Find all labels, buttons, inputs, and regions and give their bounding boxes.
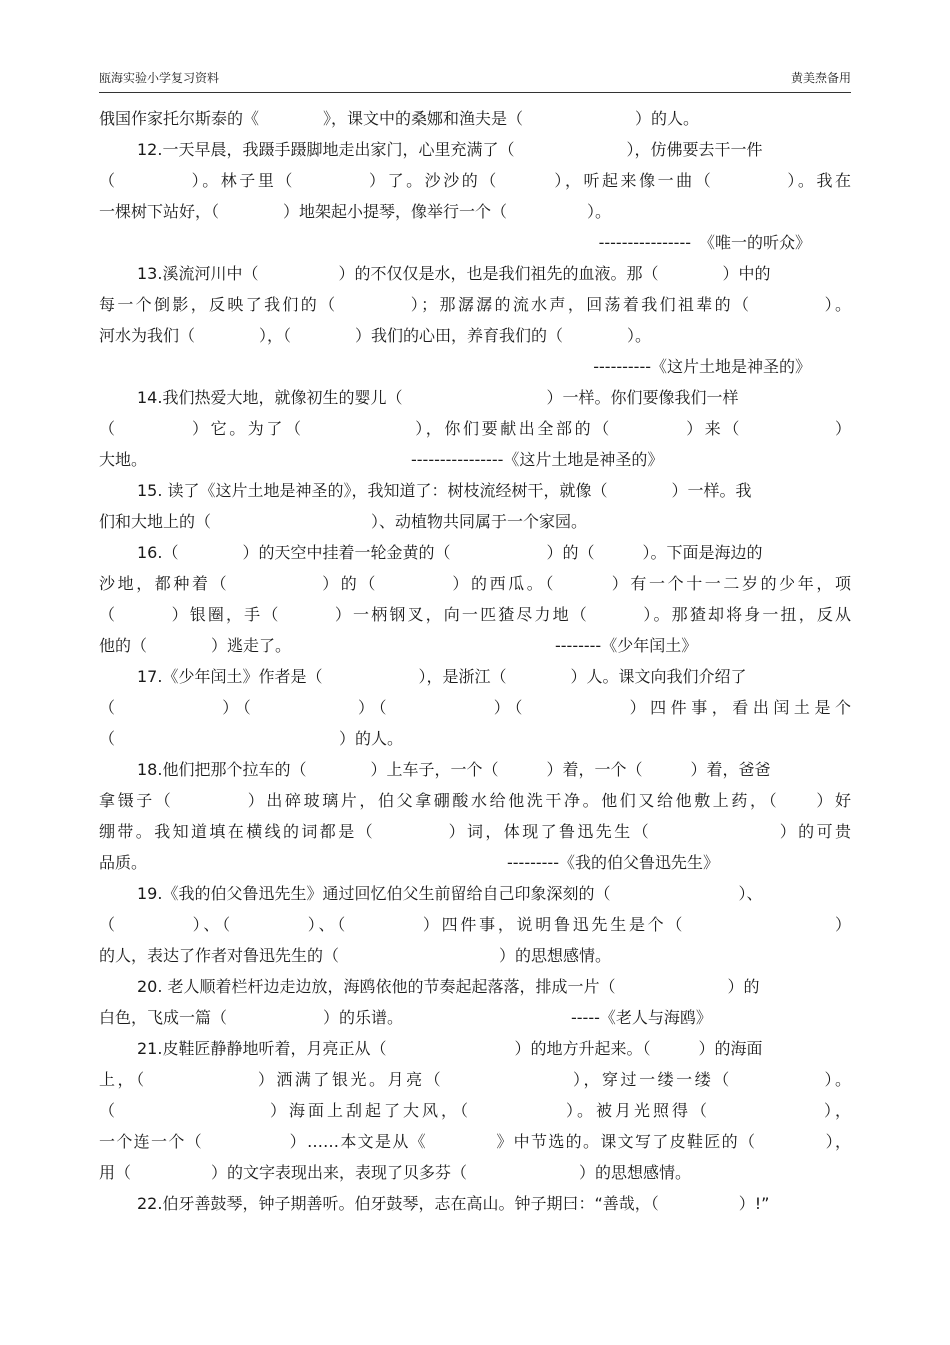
text-line: 河水为我们（ ），（ ）我们的心田，养育我们的（ ）。: [99, 326, 652, 345]
text-line: 他的（ ）逃走了。 --------《少年闰土》: [99, 636, 698, 655]
text-line: ----------《这片土地是神圣的》: [593, 357, 811, 376]
text-line: 一个连一个（ ）……本文是从《 》中节选的。课文写了皮鞋匠的（ ），: [99, 1132, 851, 1151]
text-line: 白色，飞成一篇（ ）的乐谱。 -----《老人与海鸥》: [99, 1008, 712, 1027]
text-line: 17.《少年闰土》作者是（ ），是浙江（ ）人。课文向我们介绍了: [137, 667, 747, 686]
text-line: 12.一天早晨，我蹑手蹑脚地走出家门，心里充满了（ ），仿佛要去干一件: [137, 140, 763, 159]
text-line: 20. 老人顺着栏杆边走边放，海鸥依他的节奏起起落落，排成一片（ ）的: [137, 977, 760, 996]
text-line: 沙地，都种着（ ）的（ ）的西瓜。（ ）有一个十一二岁的少年，项: [99, 574, 851, 593]
text-line: 们和大地上的（ ）、动植物共同属于一个家园。: [99, 512, 588, 531]
worksheet-body: [99, 103, 851, 1219]
text-line: 14.我们热爱大地，就像初生的婴儿（ ）一样。你们要像我们一样: [137, 388, 739, 407]
text-line: （ ）。林子里（ ）了。沙沙的（ ），听起来像一曲（ ）。我在: [99, 171, 851, 190]
text-line: 俄国作家托尔斯泰的《 》，课文中的桑娜和渔夫是（ ）的人。: [99, 109, 700, 128]
page-header: [99, 66, 851, 93]
text-line: 19.《我的伯父鲁迅先生》通过回忆伯父生前留给自己印象深刻的（ ）、: [137, 884, 763, 903]
text-line: 18.他们把那个拉车的（ ）上车子，一个（ ）着，一个（ ）着，爸爸: [137, 760, 771, 779]
text-line: 的人，表达了作者对鲁迅先生的（ ）的思想感情。: [99, 946, 612, 965]
header-school-name: 瓯海实验小学复习资料: [99, 71, 220, 85]
text-line: 用（ ）的文字表现出来，表现了贝多芬（ ）的思想感情。: [99, 1163, 692, 1182]
text-line: 大地。 ----------------《这片土地是神圣的》: [99, 450, 664, 469]
text-line: （ ）它。为了（ ），你们要献出全部的（ ）来（ ）: [99, 419, 851, 438]
text-line: 拿镊子（ ）出碎玻璃片，伯父拿硼酸水给他洗干净。他们又给他敷上药，（ ）好: [99, 791, 851, 810]
header-author: 黄美焘备用: [790, 71, 851, 85]
text-line: （ ）的人。: [99, 729, 404, 748]
text-line: （ ）、（ ）、（ ）四件事，说明鲁迅先生是个（ ）: [99, 915, 851, 934]
text-line: 15. 读了《这片土地是神圣的》，我知道了：树枝流经树干，就像（ ）一样。我: [137, 481, 752, 500]
text-line: 一棵树下站好，（ ）地架起小提琴，像举行一个（ ）。: [99, 202, 612, 221]
text-line: 16.（ ）的天空中挂着一轮金黄的（ ）的（ ）。下面是海边的: [137, 543, 763, 562]
text-line: 上，（ ）洒满了银光。月亮（ ），穿过一缕一缕（ ）。: [99, 1070, 851, 1089]
text-line: （ ）银圈，手（ ）一柄钢叉，向一匹猹尽力地（ ）。那猹却将身一扭，反从: [99, 605, 851, 624]
text-line: （ ）（ ）（ ）（ ）四件事，看出闰土是个: [99, 698, 851, 717]
text-line: 每一个倒影，反映了我们的（ ）；那潺潺的流水声，回荡着我们祖辈的（ ）。: [99, 295, 851, 314]
text-line: ---------------- 《唯一的听众》: [598, 233, 811, 252]
text-line: 22.伯牙善鼓琴，钟子期善听。伯牙鼓琴，志在高山。钟子期曰：“善哉，（ ）!”: [137, 1194, 770, 1213]
text-line: 21.皮鞋匠静静地听着，月亮正从（ ）的地方升起来。（ ）的海面: [137, 1039, 763, 1058]
text-line: （ ）海面上刮起了大风，（ ）。被月光照得（ ），: [99, 1101, 851, 1120]
text-line: 绷带。我知道填在横线的词都是（ ）词，体现了鲁迅先生（ ）的可贵: [99, 822, 851, 841]
text-line: 13.溪流河川中（ ）的不仅仅是水，也是我们祖先的血液。那（ ）中的: [137, 264, 771, 283]
text-line: 品质。 ---------《我的伯父鲁迅先生》: [99, 853, 719, 872]
